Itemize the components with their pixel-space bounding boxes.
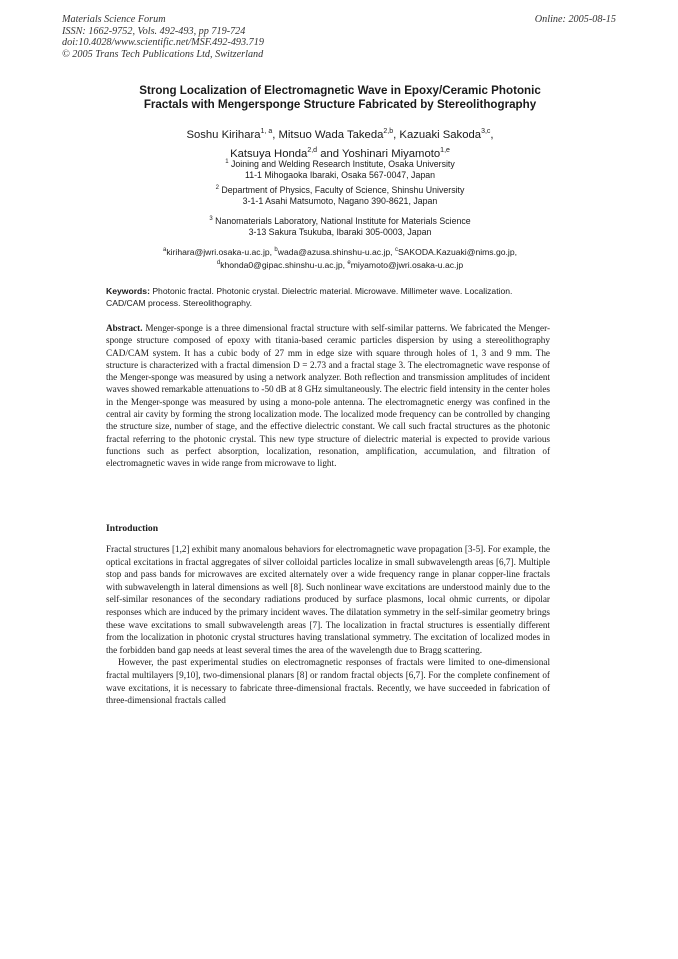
title-line-1: Strong Localization of Electromagnetic Wave in Epoxy/Ceramic Photonic [139,84,541,97]
keywords-section [106,286,546,309]
affiliation-number: 2 [215,185,219,191]
email-a[interactable]: kirihara@jwri.osaka-u.ac.jp, [166,246,273,257]
journal-name: Materials Science Forum [62,14,166,25]
affiliation-address: 3-13 Sakura Tsukuba, Ibaraki 305-0003, Japan [248,227,432,238]
author-name: Soshu Kirihara [186,128,261,141]
affiliation-address: 3-1-1 Asahi Matsumoto, Nagano 390-8621, Japan [242,196,438,207]
title-line-2: Fractals with Mengersponge Structure Fabricated by Stereolithography [143,98,537,111]
email-b[interactable]: wada@azusa.shinshu-u.ac.jp, [277,246,393,257]
paragraph: Fractal structures [1,2] exhibit many anomalous behaviors for electromagnetic wave propagation [3-5]. For example, the optical excitations in fractal aggregates of silver colloidal particles localize in small subwavelength areas [6,7]. Multiple stop and pass bands for microwaves are excited alternately over a wide frequency range in planar copper-line fractals with subwavelength in lateral dimensions as well [8]. Such nonlinear wave excitations are understood mainly due to the self-similar resonances of the secondary radiations produced by surface plasmons, local ohmic currents, or dipolar responses which are induced by the primary incident waves. The dilatation symmetry in the self-similar geometry brings these wave excitations to small subwavelength areas [7]. The localization in fractal structures is essentially different from the localization in photonic crystal structures having translational symmetry. The excitation of localized modes in the forbidden band gap needs at least several times the area of the wavelength due to Bragg scattering. [106,544,550,655]
issn-line: ISSN: 1662-9752, Vols. 492-493, pp 719-724 [62,25,246,37]
author-list: Soshu Kirihara$^{1, a}$, Mitsuo Wada Takeda$^{2,b}$, Kazuaki Sakoda$^{3,c}$, Katsuya Honda$^{2,d}$ and Yoshinari Miyamoto$^{1,e}$ [186,128,494,160]
affiliation-number: 1 [225,159,229,165]
affiliation-address: 11-1 Mihogaoka Ibaraki, Osaka 567-0047, Japan [244,170,436,181]
author-mark: 3,c [481,128,491,135]
affiliation-2 [70,183,610,208]
affiliation-name: Nanomaterials Laboratory, National Institute for Materials Science [215,215,471,226]
doi-line: doi:10.4028/www.scientific.net/MSF.492-493.719 [62,37,264,49]
publication-meta [62,14,264,60]
online-date: Online: 2005-08-15 [534,14,616,25]
abstract-section [106,322,550,470]
author-mark: 2,d [307,146,318,154]
affiliation-1 [70,157,610,182]
email-d[interactable]: khonda0@gipac.shinshu-u.ac.jp, [220,260,346,271]
keywords-text: Photonic fractal. Photonic crystal. Dielectric material. Microwave. Millimeter wave. Localization. CAD/CAM process. Stereolithography. [106,286,513,308]
abstract-label: Abstract. [106,323,143,333]
author-conjunction: and [320,147,340,160]
email-e[interactable]: miyamoto@jwri.osaka-u.ac.jp [350,260,464,271]
introduction-body [106,543,550,707]
paper-title [70,84,610,112]
paragraph: However, the past experimental studies on electromagnetic responses of fractals were limited to one-dimensional fractal multilayers [9,10], two-dimensional planars [8] or random fractal objects [6,7]. For the complete confinement of wave excitations, it is necessary to fabricate three-dimensional fractals. Recently, we have succeeded in fabrication of three-dimensional fractals called [106,657,550,706]
author-mark: 1,e [440,146,450,154]
author-name: Mitsuo Wada Takeda [278,128,384,141]
affiliation-3 [70,214,610,239]
affiliation-number: 3 [209,216,213,222]
author-name: Katsuya Honda [230,147,308,160]
author-name: Yoshinari Miyamoto [342,147,441,160]
introduction-heading: Introduction [106,523,159,534]
email-list: $^a$kirihara@jwri.osaka-u.ac.jp, $^b$wada@azusa.shinshu-u.ac.jp, $^c$SAKODA.Kazuaki@nims.go.jp, $^d$khonda0@gipac.shinshu-u.ac.jp, $^e$miyamoto@jwri.osaka-u.ac.jp [163,246,517,271]
author-mark: 1, a [260,128,273,135]
author-name: Kazuaki Sakoda [399,128,482,141]
affiliation-name: Department of Physics, Faculty of Science, Shinshu University [221,184,465,195]
keywords-label: Keywords: [106,286,150,296]
affiliation-name: Joining and Welding Research Institute, Osaka University [231,158,455,169]
author-mark: 2,b [383,128,394,135]
copyright-line: © 2005 Trans Tech Publications Ltd, Switzerland [62,48,264,60]
abstract-text: Menger-sponge is a three dimensional fractal structure with self-similar patterns. We fabricated the Menger-sponge structure composed of epoxy with titania-based ceramic particles dispersion by using a stereolithography CAD/CAM system. It has a cubic body of 27 mm in edge size with square through holes of 1, 3 and 9 mm. The structure is characterized with a fractal dimension D = 2.73 and a fractal stage 3. The electromagnetic wave response of the Menger-sponge was measured by using a network analyzer. Both reflection and transmission amplitudes of incident waves showed remarkable attenuations to -50 dB at 8 GHz simultaneously. The electric field intensity in the center holes in the Menger-sponge was measured by using a mono-pole antenna. The electromagnetic energy was confined in the central air cavity by forming the strong localization mode. The localized mode frequency can be controlled by changing the structure size, number of stage, and the effective dielectric constant. We call such fractal structures as the photonic fractal referring to the photonic crystal. This new type structure of dielectric material is expected to provide various functions such as perfect absorption, localization, resonation, amplification, accumulation, and filtration of electromagnetic waves in wide range from microwave to light. [106,323,550,469]
email-c[interactable]: SAKODA.Kazuaki@nims.go.jp, [397,246,517,257]
